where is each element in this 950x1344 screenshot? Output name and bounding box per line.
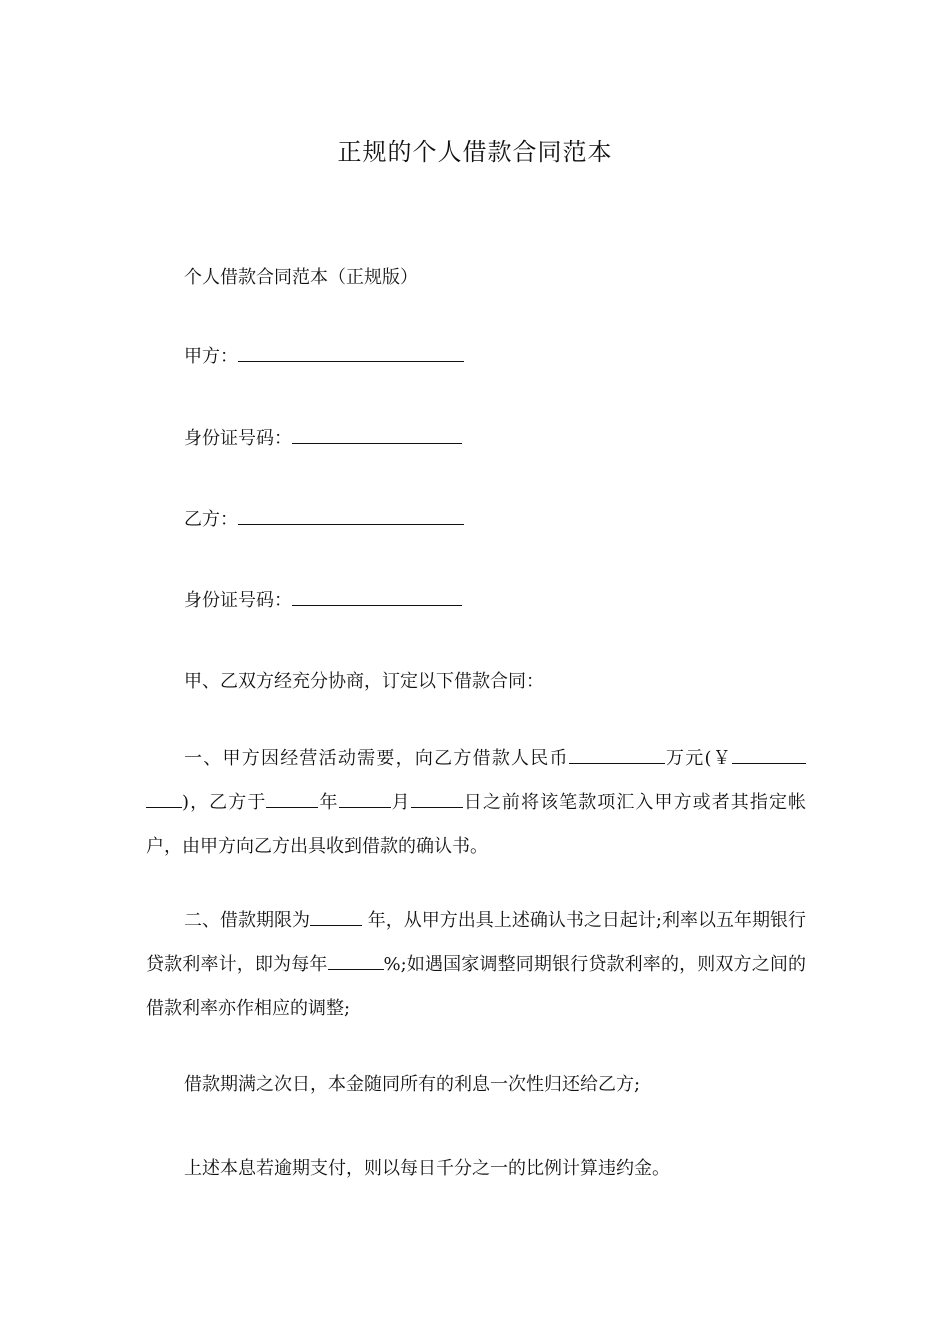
party-a-id-blank bbox=[292, 425, 462, 444]
amount-figure-blank-1 bbox=[732, 745, 806, 764]
amount-figure-blank-2 bbox=[146, 789, 182, 808]
amount-blank bbox=[569, 745, 665, 764]
clause-1-text-a: 一、甲方因经营活动需要，向乙方借款人民币 bbox=[184, 748, 569, 769]
clause-1-paragraph bbox=[146, 737, 806, 869]
party-a-label: 甲方： bbox=[184, 346, 238, 367]
party-a-id-line bbox=[184, 425, 462, 453]
document-title: 正规的个人借款合同范本 bbox=[337, 138, 613, 166]
party-b-id-label: 身份证号码： bbox=[184, 590, 292, 611]
clause-2-text-b: 年，从甲方出具上述确认书之日起计;利率以五年期银行贷款利率计，即为每年 bbox=[146, 910, 806, 975]
clause-1-text-e: 月 bbox=[390, 792, 411, 813]
document-subtitle: 个人借款合同范本（正规版） bbox=[184, 267, 418, 288]
month-blank bbox=[339, 789, 391, 808]
clause-1-text-c: )，乙方于 bbox=[182, 792, 267, 813]
party-b-line bbox=[184, 506, 464, 534]
clause-4-paragraph: 上述本息若逾期支付，则以每日千分之一的比例计算违约金。 bbox=[184, 1158, 670, 1179]
clause-2-text-c: %;如遇国家调整同期银行贷款利率的，则双方之间的借款利率亦作相应的调整; bbox=[146, 954, 807, 1019]
party-a-line bbox=[184, 343, 464, 371]
party-b-label: 乙方： bbox=[184, 509, 238, 530]
party-a-blank bbox=[238, 343, 464, 362]
clause-1-text-d: 年 bbox=[318, 792, 339, 813]
clause-2-paragraph bbox=[146, 899, 806, 1031]
year-blank bbox=[266, 789, 318, 808]
annual-rate-blank bbox=[328, 951, 384, 970]
clause-1-text-f: 日之前将该笔款项汇入甲方或者其指定帐户，由甲方向乙方出具收到借款的确认书。 bbox=[146, 792, 807, 857]
clause-3-paragraph: 借款期满之次日，本金随同所有的利息一次性归还给乙方; bbox=[184, 1074, 641, 1095]
party-b-id-blank bbox=[292, 587, 462, 606]
intro-paragraph: 甲、乙双方经充分协商，订定以下借款合同： bbox=[184, 671, 544, 692]
party-a-id-label: 身份证号码： bbox=[184, 428, 292, 449]
clause-1-text-b: 万元(￥ bbox=[664, 748, 732, 769]
day-blank bbox=[411, 789, 463, 808]
clause-2-text-a: 二、借款期限为 bbox=[184, 910, 311, 931]
party-b-id-line bbox=[184, 587, 462, 615]
term-years-blank bbox=[310, 907, 362, 926]
party-b-blank bbox=[238, 506, 464, 525]
